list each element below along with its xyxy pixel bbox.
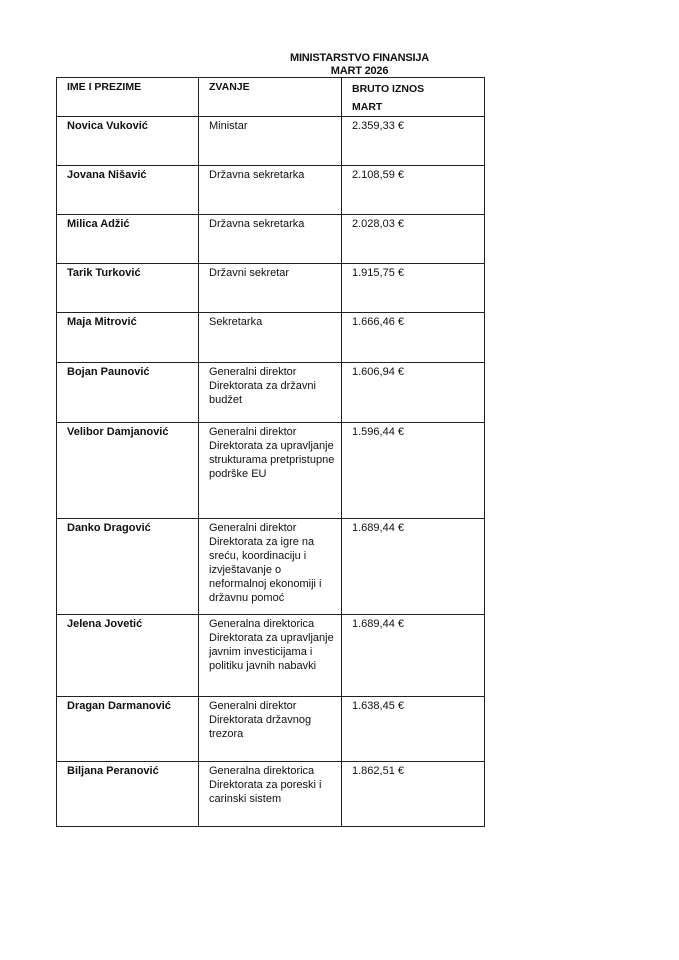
employee-title: Generalni direktor Direktorata državnog trezora [199, 697, 342, 762]
gross-amount: 1.666,46 € [342, 313, 485, 363]
gross-amount: 2.359,33 € [342, 117, 485, 166]
employee-title: Generalna direktorica Direktorata za poreski i carinski sistem [199, 762, 342, 827]
table-row [57, 117, 485, 166]
table-row [57, 762, 485, 827]
table-row [57, 264, 485, 313]
table-row [57, 615, 485, 697]
employee-name: Novica Vuković [57, 117, 199, 166]
table-row [57, 697, 485, 762]
employee-title: Generalni direktor Direktorata za igre na sreću, koordinaciju i izvještavanje o neformalnoj ekonomiji i državnu pomoć [199, 519, 342, 615]
gross-amount: 2.028,03 € [342, 215, 485, 264]
gross-amount: 1.596,44 € [342, 423, 485, 519]
table-row [57, 519, 485, 615]
table-row [57, 215, 485, 264]
employee-name: Jovana Nišavić [57, 166, 199, 215]
gross-amount: 1.638,45 € [342, 697, 485, 762]
employee-title: Državna sekretarka [199, 166, 342, 215]
table-row [57, 166, 485, 215]
gross-amount: 1.689,44 € [342, 519, 485, 615]
gross-amount: 2.108,59 € [342, 166, 485, 215]
employee-name: Tarik Turković [57, 264, 199, 313]
gross-amount: 1.915,75 € [342, 264, 485, 313]
column-header-amount [342, 78, 485, 117]
column-header-name: IME I PREZIME [57, 78, 199, 117]
salary-table [56, 77, 485, 827]
employee-name: Milica Adžić [57, 215, 199, 264]
table-row [57, 313, 485, 363]
employee-name: Bojan Paunović [57, 363, 199, 423]
employee-title: Generalni direktor Direktorata za upravljanje strukturama pretpristupne podrške EU [199, 423, 342, 519]
employee-title: Generalni direktor Direktorata za državni budžet [199, 363, 342, 423]
column-header-amount-line1: BRUTO IZNOS [352, 83, 425, 95]
employee-name: Dragan Darmanović [57, 697, 199, 762]
employee-title: Državni sekretar [199, 264, 342, 313]
employee-name: Jelena Jovetić [57, 615, 199, 697]
employee-title: Ministar [199, 117, 342, 166]
employee-name: Maja Mitrović [57, 313, 199, 363]
employee-title: Sekretarka [199, 313, 342, 363]
employee-title: Državna sekretarka [199, 215, 342, 264]
employee-name: Biljana Peranović [57, 762, 199, 827]
document-title: MINISTARSTVO FINANSIJA [289, 52, 429, 64]
employee-name: Velibor Damjanović [57, 423, 199, 519]
table-row [57, 363, 485, 423]
table-row [57, 423, 485, 519]
document-period: MART 2026 [330, 65, 389, 77]
column-header-title: ZVANJE [199, 78, 342, 117]
employee-name: Danko Dragović [57, 519, 199, 615]
employee-title: Generalna direktorica Direktorata za upravljanje javnim investicijama i politiku javnih nabavki [199, 615, 342, 697]
column-header-amount-line2: MART [352, 101, 383, 113]
gross-amount: 1.689,44 € [342, 615, 485, 697]
gross-amount: 1.606,94 € [342, 363, 485, 423]
gross-amount: 1.862,51 € [342, 762, 485, 827]
